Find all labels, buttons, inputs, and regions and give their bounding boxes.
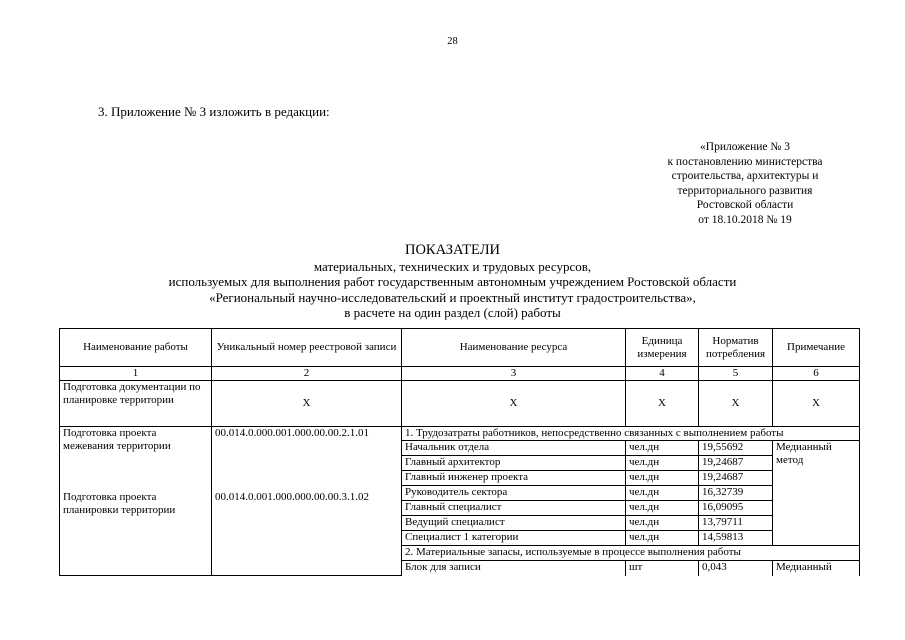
- appendix-line: «Приложение № 3: [700, 141, 790, 153]
- norm-cell: 0,043: [699, 561, 773, 576]
- unit-cell: чел.дн: [626, 486, 699, 501]
- unit-cell: чел.дн: [626, 516, 699, 531]
- norm-cell: 13,79711: [699, 516, 773, 531]
- resource-cell: Начальник отдела: [402, 441, 626, 456]
- norm-cell: 14,59813: [699, 531, 773, 546]
- column-number: 6: [773, 367, 860, 381]
- document-heading: [0, 243, 905, 321]
- appendix-line: к постановлению министерства: [667, 155, 823, 168]
- unit-cell: чел.дн: [626, 441, 699, 456]
- work-item-name: Подготовка проекта планировки территории: [63, 491, 176, 516]
- table-header-row: [60, 329, 860, 367]
- column-number: 1: [60, 367, 212, 381]
- column-number-row: [60, 367, 860, 381]
- resource-cell: Руководитель сектора: [402, 486, 626, 501]
- registry-cell: [212, 427, 402, 576]
- header-cell: Единица измерения: [626, 329, 699, 367]
- norm-cell: 19,55692: [699, 441, 773, 456]
- unit-cell: шт: [626, 561, 699, 576]
- column-number: 2: [212, 367, 402, 381]
- registry-number: 00.014.0.001.000.000.00.00.3.1.02: [215, 491, 369, 503]
- unit-cell: Х: [626, 381, 699, 427]
- appendix-line: строительства, архитектуры и: [671, 170, 819, 182]
- note-cell: Х: [773, 381, 860, 427]
- registry-cell: Х: [212, 381, 402, 427]
- appendix-line: территориального развития: [677, 184, 813, 197]
- table-row: [60, 381, 860, 427]
- norm-cell: 19,24687: [699, 456, 773, 471]
- resource-cell: Специалист 1 категории: [402, 531, 626, 546]
- table-row: [60, 427, 860, 441]
- resource-cell: Ведущий специалист: [402, 516, 626, 531]
- appendix-line: Ростовской области: [696, 199, 794, 211]
- appendix-block: [600, 140, 890, 227]
- section-title: 2. Материальные запасы, используемые в процессе выполнения работы: [402, 546, 860, 561]
- heading-line: используемых для выполнения работ государственным автономным учреждением Ростовской области: [168, 274, 737, 289]
- column-number: 5: [699, 367, 773, 381]
- registry-number: 00.014.0.000.001.000.00.00.2.1.01: [215, 427, 369, 439]
- note-cell: Медианный: [773, 561, 860, 576]
- work-name-cell: Подготовка документации по планировке территории: [60, 381, 212, 427]
- unit-cell: чел.дн: [626, 471, 699, 486]
- header-cell: Норматив потребления: [699, 329, 773, 367]
- page-number: 28: [447, 36, 458, 47]
- resource-cell: Главный инженер проекта: [402, 471, 626, 486]
- section-title: 1. Трудозатраты работников, непосредственно связанных с выполнением работы: [402, 427, 860, 441]
- norm-cell: Х: [699, 381, 773, 427]
- intro-line: 3. Приложение № 3 изложить в редакции:: [98, 104, 330, 119]
- column-number: 3: [402, 367, 626, 381]
- heading-title: ПОКАЗАТЕЛИ: [404, 242, 500, 258]
- norm-cell: 16,09095: [699, 501, 773, 516]
- heading-line: в расчете на один раздел (слой) работы: [344, 305, 561, 320]
- unit-cell: чел.дн: [626, 501, 699, 516]
- column-number: 4: [626, 367, 699, 381]
- header-cell: Примечание: [773, 329, 860, 367]
- unit-cell: чел.дн: [626, 456, 699, 471]
- resource-cell: Главный архитектор: [402, 456, 626, 471]
- heading-line: «Региональный научно-исследовательский и проектный институт градостроительства»,: [209, 289, 696, 305]
- unit-cell: чел.дн: [626, 531, 699, 546]
- work-name-cell: [60, 427, 212, 576]
- resource-cell: Х: [402, 381, 626, 427]
- work-item-name: Подготовка проекта межевания территории: [63, 427, 171, 452]
- norm-cell: 19,24687: [699, 471, 773, 486]
- appendix-line: от 18.10.2018 № 19: [698, 213, 792, 226]
- norm-cell: 16,32739: [699, 486, 773, 501]
- resource-cell: Главный специалист: [402, 501, 626, 516]
- header-cell: Уникальный номер реестровой записи: [212, 329, 402, 367]
- heading-line: материальных, технических и трудовых ресурсов,: [313, 258, 592, 274]
- header-cell: Наименование ресурса: [402, 329, 626, 367]
- header-cell: Наименование работы: [60, 329, 212, 367]
- resource-cell: Блок для записи: [402, 561, 626, 576]
- note-cell: Медианный метод: [773, 441, 860, 546]
- resource-table: [59, 328, 860, 576]
